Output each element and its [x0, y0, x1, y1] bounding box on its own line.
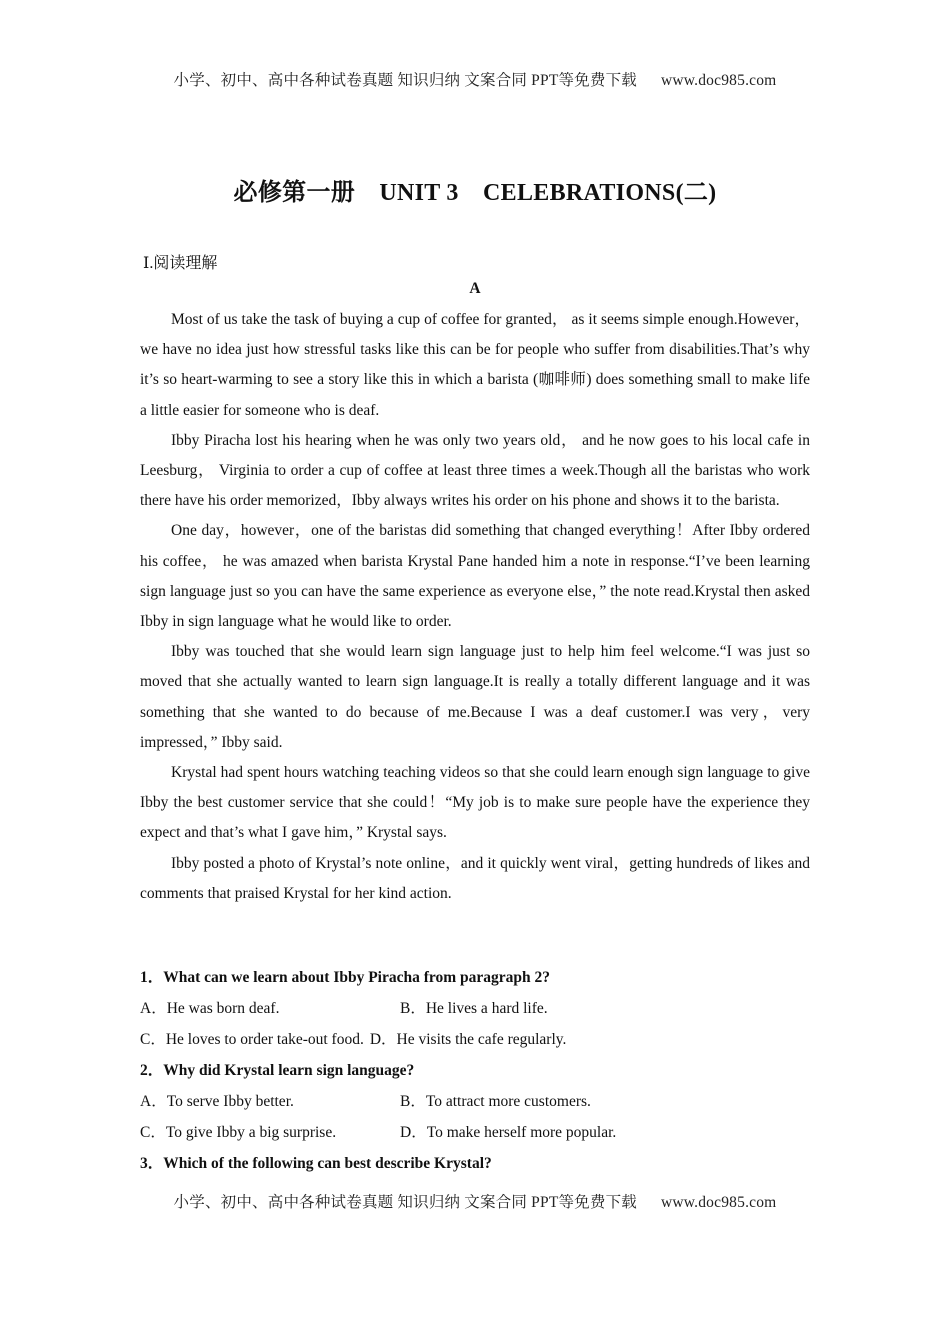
passage-paragraph-3: One day，however，one of the baristas did something that changed everything！After Ibby ordered his coffee， he was amazed when barista Krystal Pane handed him a note in response.“I’ve been learning sign language just so you can have the same experience as everyone else，” the note read.Krystal then asked Ibby in sign language what he would like to order.: [140, 522, 810, 631]
passage-paragraph-6: Ibby posted a photo of Krystal’s note online，and it quickly went viral，getting hundreds of likes and comments that praised Krystal for her kind action.: [140, 854, 810, 902]
header-text: 小学、初中、高中各种试卷真题 知识归纳 文案合同 PPT等免费下载: [173, 72, 637, 89]
section-heading: Ⅰ.阅读理解: [143, 255, 218, 272]
passage-label: A: [469, 280, 481, 297]
question-2-options-row-1: [140, 1086, 820, 1117]
question-1-stem: 1．What can we learn about Ibby Piracha from paragraph 2?: [140, 969, 551, 986]
document-title: 必修第一册 UNIT 3 CELEBRATIONS(二): [233, 180, 717, 206]
question-2-options-row-2: [140, 1117, 820, 1148]
reading-passage: [140, 305, 810, 909]
question-1-option-c: C．He loves to order take-out food.: [140, 1031, 364, 1048]
question-2-option-b: B．To attract more customers.: [400, 1093, 591, 1110]
question-1-option-a: A．He was born deaf.: [140, 1000, 280, 1017]
question-2-option-c: C．To give Ibby a big surprise.: [140, 1124, 337, 1141]
question-1-options-row-1: [140, 993, 820, 1024]
passage-paragraph-2: Ibby Piracha lost his hearing when he was only two years old， and he now goes to his local cafe in Leesburg， Virginia to order a cup of coffee at least three times a week.Though all the baristas who work there have his order memorized，Ibby always writes his order on his phone and shows it to the barista.: [140, 431, 810, 510]
question-2-option-a: A．To serve Ibby better.: [140, 1093, 294, 1110]
question-list: [140, 962, 820, 1179]
page-footer: [0, 1190, 950, 1212]
question-3-stem: 3．Which of the following can best describe Krystal?: [140, 1155, 492, 1172]
question-1-option-b: B．He lives a hard life.: [400, 1000, 548, 1017]
question-1-options-row-2: [140, 1024, 820, 1055]
footer-text: 小学、初中、高中各种试卷真题 知识归纳 文案合同 PPT等免费下载: [173, 1194, 637, 1211]
passage-paragraph-1: Most of us take the task of buying a cup of coffee for granted， as it seems simple enough.However，we have no idea just how stressful tasks like this can be for people who suffer from disabilities.That’s why it’s so heart-warming to see a story like this in which a barista (咖啡师) does something small to make life a little easier for someone who is deaf.: [140, 311, 810, 419]
question-2-stem: 2．Why did Krystal learn sign language?: [140, 1062, 415, 1079]
header-site[interactable]: www.doc985.com: [660, 72, 777, 89]
question-2-option-d: D．To make herself more popular.: [400, 1124, 617, 1141]
question-1-option-d: D．He visits the cafe regularly.: [369, 1031, 567, 1048]
passage-paragraph-5: Krystal had spent hours watching teaching videos so that she could learn enough sign language to give Ibby the best customer service that she could！“My job is to make sure people have the experience they expect and that’s what I gave him，” Krystal says.: [140, 764, 810, 842]
passage-paragraph-4: Ibby was touched that she would learn sign language just to help him feel welcome.“I was just so moved that she actually wanted to learn sign language.It is really a totally different language and it was something that she wanted to do because of me.Because I was a deaf customer.I was very，very impressed，” Ibby said.: [140, 643, 810, 751]
footer-site[interactable]: www.doc985.com: [660, 1194, 777, 1211]
page-header: [0, 68, 950, 90]
